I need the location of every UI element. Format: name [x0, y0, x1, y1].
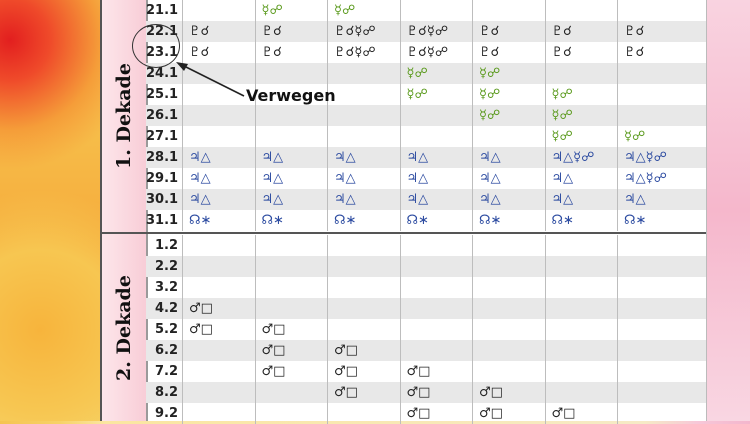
aspect-cell: ♃△ [545, 189, 618, 210]
aspect-cell: ♃△ [400, 189, 473, 210]
aspect-cell: ♃△ [255, 147, 328, 168]
aspect-cell: ☿☍ [472, 84, 545, 105]
aspect-cell: ♃△ [327, 147, 400, 168]
aspect-cell: ☊∗ [545, 210, 618, 231]
aspect-cell: ♃△ [327, 189, 400, 210]
aspect-cell: ♂□ [327, 340, 400, 361]
aspect-cell: ☿☍ [617, 126, 690, 147]
aspect-cell: ☊∗ [255, 210, 328, 231]
aspect-cell: ♂□ [255, 361, 328, 382]
date-cell: 28.1 [146, 150, 179, 165]
aspect-cell: ♇☌ [472, 42, 545, 63]
date-cell: 30.1 [146, 192, 179, 207]
aspect-cell: ♂□ [182, 298, 255, 319]
dekade-2-label: 2. Dekade [113, 274, 135, 381]
aspect-cell: ♂□ [327, 361, 400, 382]
aspect-cell: ♃△ [472, 168, 545, 189]
aspect-cell: ☿☍ [400, 84, 473, 105]
aspect-cell: ♇☌ [545, 42, 618, 63]
date-cell: 2.2 [154, 259, 178, 274]
aspect-cell: ♇☌ [617, 42, 690, 63]
aspect-cell: ☿☍ [472, 105, 545, 126]
aspect-cell: ♇☌☿☍ [400, 21, 473, 42]
aspect-cell: ☿☍ [545, 84, 618, 105]
aspect-cell: ♂□ [400, 382, 473, 403]
date-cell: 27.1 [146, 129, 179, 144]
date-cell: 25.1 [146, 87, 179, 102]
aspect-cell: ♂□ [472, 403, 545, 424]
aspect-cell: ♂□ [182, 319, 255, 340]
aspect-cell: ♇☌☿☍ [327, 21, 400, 42]
aspect-cell: ♃△ [327, 168, 400, 189]
aspect-cell: ☊∗ [617, 210, 690, 231]
aspect-cell: ♂□ [400, 361, 473, 382]
aspect-cell: ♂□ [327, 382, 400, 403]
aspect-cell: ♃△☿☍ [617, 168, 690, 189]
date-cell: 9.2 [154, 406, 178, 421]
date-cell: 31.1 [146, 213, 179, 228]
annotation-label: Verwegen [246, 86, 336, 105]
aspect-cell: ♇☌ [545, 21, 618, 42]
aspect-cell: ♇☌ [472, 21, 545, 42]
aspect-cell: ☿☍ [545, 126, 618, 147]
aspect-cell: ♃△ [255, 168, 328, 189]
aspect-cell: ♂□ [472, 382, 545, 403]
date-cell: 26.1 [146, 108, 179, 123]
dekade-1-label: 1. Dekade [113, 63, 135, 169]
aspect-cell: ☿☍ [545, 105, 618, 126]
date-cell: 23.1 [146, 45, 179, 60]
aspect-cell: ♃△☿☍ [545, 147, 618, 168]
aspect-cell: ♇☌☿☍ [400, 42, 473, 63]
date-cell: 24.1 [146, 66, 179, 81]
aspect-cell: ♃△ [182, 189, 255, 210]
date-cell: 5.2 [154, 322, 178, 337]
date-cell: 8.2 [154, 385, 178, 400]
date-cell: 6.2 [154, 343, 178, 358]
aspect-cell: ☿☍ [327, 0, 400, 21]
date-cell: 7.2 [154, 364, 178, 379]
date-cell: 29.1 [146, 171, 179, 186]
aspect-cell: ☿☍ [472, 63, 545, 84]
aspect-cell: ♂□ [545, 403, 618, 424]
aspect-cell: ♂□ [255, 319, 328, 340]
aspect-cell: ☊∗ [400, 210, 473, 231]
aspect-cell: ♇☌ [182, 42, 255, 63]
aspect-cell: ♃△ [400, 147, 473, 168]
date-cell: 22.1 [146, 24, 179, 39]
aspect-cell: ♃△ [400, 168, 473, 189]
aspect-cell: ♇☌☿☍ [327, 42, 400, 63]
aspect-cell: ☊∗ [472, 210, 545, 231]
aspect-cell: ♂□ [255, 340, 328, 361]
aspect-cell: ♇☌ [255, 42, 328, 63]
date-cell: 1.2 [154, 238, 178, 253]
date-cell: 3.2 [154, 280, 178, 295]
aspect-cell: ♂□ [400, 403, 473, 424]
aspect-cell: ♇☌ [255, 21, 328, 42]
aspect-cell: ☊∗ [182, 210, 255, 231]
aspect-cell: ♇☌ [617, 21, 690, 42]
aspect-cell: ☿☍ [255, 0, 328, 21]
aspect-cell: ♃△ [255, 189, 328, 210]
date-cell: 21.1 [146, 3, 179, 18]
aspect-cell: ♃△ [472, 189, 545, 210]
aspect-cell: ♃△ [182, 168, 255, 189]
aspect-cell: ♃△ [182, 147, 255, 168]
date-cell: 4.2 [154, 301, 178, 316]
aspect-cell: ♃△ [617, 189, 690, 210]
aspect-cell: ♃△☿☍ [617, 147, 690, 168]
aspect-cell: ☿☍ [400, 63, 473, 84]
aspect-cell: ♃△ [545, 168, 618, 189]
aspect-cell: ♇☌ [182, 21, 255, 42]
aspect-cell: ♃△ [472, 147, 545, 168]
aspect-cell: ☊∗ [327, 210, 400, 231]
